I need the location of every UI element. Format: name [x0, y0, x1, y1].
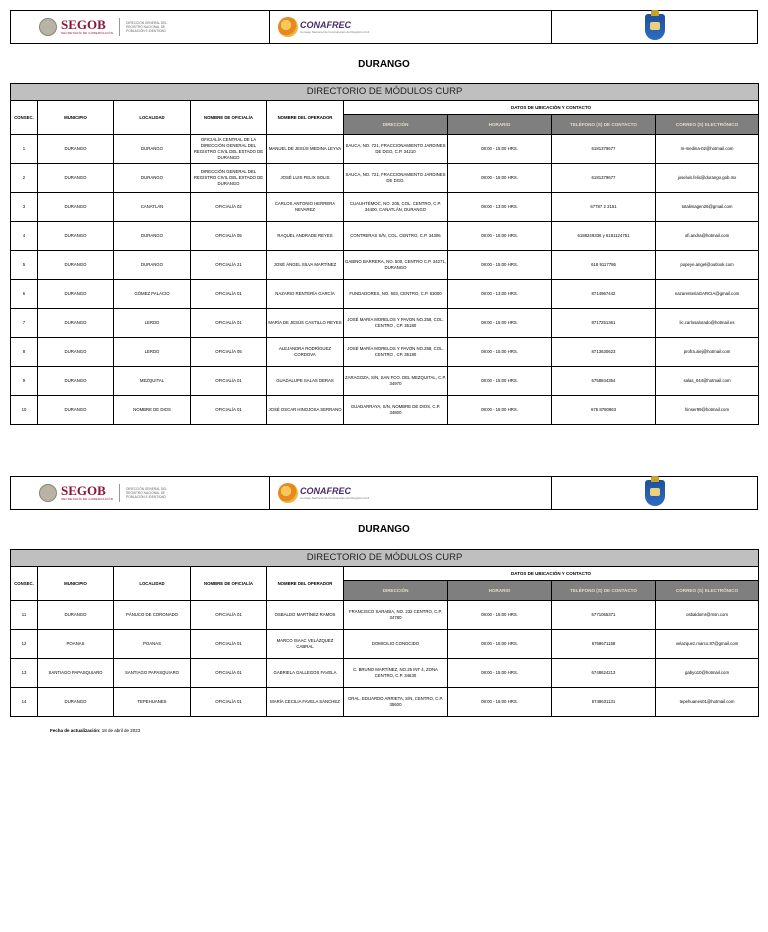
cell-horario: 08:00 - 15:00 HRS.	[448, 135, 552, 164]
durango-crest-icon	[645, 14, 665, 40]
cell-telefono: 618 9117786	[552, 251, 656, 280]
cell-oficialia: OFICIALÍA 01	[191, 688, 267, 717]
cell-consec: 2	[11, 164, 38, 193]
cell-municipio: DURANGO	[38, 280, 114, 309]
cell-horario: 08:00 - 15:00 HRS.	[448, 688, 552, 717]
table-row	[11, 135, 759, 164]
cell-telefono: 8717251361	[552, 309, 656, 338]
table-row	[11, 367, 759, 396]
cell-direccion: GRAL. EDUARDO ARRIETA, S/N, CENTRO, C.P. 35600	[344, 688, 448, 717]
segob-dependency: DIRECCIÓN GENERAL DEL REGISTRO NACIONAL DE POBLACIÓN E IDENTIDAD	[126, 21, 167, 33]
conafrec-tagline: Consejo Nacional de Funcionarios del Registro Civil	[300, 496, 370, 500]
conafrec-word: CONAFREC	[300, 486, 351, 496]
cell-oficialia: OFICIALÍA 01	[191, 309, 267, 338]
cell-correo: osbaldomr@msn.com	[656, 601, 759, 630]
conafrec-logo	[278, 17, 369, 37]
cell-municipio: DURANGO	[38, 135, 114, 164]
conafrec-word: CONAFREC	[300, 20, 351, 30]
cell-municipio: SANTIAGO PAPASQUIARO	[38, 659, 114, 688]
col-consec: CONSEC.	[11, 567, 38, 601]
cell-oficialia: OFICIALÍA 05	[191, 222, 267, 251]
col-horario: HORARIO	[448, 115, 552, 135]
col-oficialia: NOMBRE DE OFICIALÍA	[191, 101, 267, 135]
cell-direccion: FRANCISCO SARABIA, NO. 232 CENTRO, C.P. 34780	[344, 601, 448, 630]
segob-logo	[39, 484, 168, 502]
cell-direccion: ZARAGOZA, S/N, SAN FCO. DEL MEZQUITAL, C.P. 34970	[344, 367, 448, 396]
cell-localidad: POANAS	[114, 630, 191, 659]
cell-horario: 08:00 - 15:00 HRS.	[448, 367, 552, 396]
table-row	[11, 338, 759, 367]
cell-oficialia: OFICIALÍA 21	[191, 251, 267, 280]
cell-localidad: DURANGO	[114, 164, 191, 193]
cell-direccion: DOMICILIO CONOCIDO	[344, 630, 448, 659]
cell-municipio: DURANGO	[38, 309, 114, 338]
cell-oficialia: OFICIALÍA 01	[191, 396, 267, 425]
cell-oficialia: OFICIALÍA 01	[191, 367, 267, 396]
segob-logo	[39, 18, 168, 36]
cell-consec: 10	[11, 396, 38, 425]
cell-correo: m-medina-02@hotmail.com	[656, 135, 759, 164]
cell-telefono: 6181379677	[552, 135, 656, 164]
cell-operador: ALEJANDRA RODRÍGUEZ CORDOVA	[267, 338, 344, 367]
cell-operador: MANUEL DE JESÚS MEDINA LEYVA	[267, 135, 344, 164]
cell-direccion: CUAUHTÉMOC, NO. 205, COL. CENTRO, C.P. 34400, CANATLÁN, DURANGO	[344, 193, 448, 222]
col-consec: CONSEC.	[11, 101, 38, 135]
col-municipio: MUNICIPIO	[38, 567, 114, 601]
cell-direccion: SAUCA, NO. 721, FRACCIONAMIENTO JARDINES DE DGO, C.P. 34210	[344, 135, 448, 164]
cell-horario: 08:00 - 15:00 HRS.	[448, 222, 552, 251]
cell-operador: CARLOS ANTONIO HERRERA NEVAREZ	[267, 193, 344, 222]
cell-telefono: 675 8780963	[552, 396, 656, 425]
col-oficialia: NOMBRE DE OFICIALÍA	[191, 567, 267, 601]
conafrec-swirl-icon	[278, 483, 298, 503]
segob-logo-cell	[11, 11, 270, 43]
table-row	[11, 222, 759, 251]
state-title-1: DURANGO	[358, 59, 410, 70]
conafrec-logo-cell	[270, 11, 552, 43]
cell-horario: 08:00 - 15:00 HRS.	[448, 309, 552, 338]
cell-operador: GABRIELA GALLEGOS FAVELA	[267, 659, 344, 688]
cell-direccion: GUADARRAYA, S/N, NOMBRE DE DIOS, C.P. 34800	[344, 396, 448, 425]
cell-correo: lic.carlosalorado@hotmail.es	[656, 309, 759, 338]
cell-consec: 8	[11, 338, 38, 367]
col-municipio: MUNICIPIO	[38, 101, 114, 135]
cell-consec: 6	[11, 280, 38, 309]
cell-correo: nazarenteriaGARCIA@gmail.com	[656, 280, 759, 309]
col-direccion: DIRECCIÓN	[344, 581, 448, 601]
table-body-1	[11, 135, 759, 425]
cell-localidad: MEZQUITAL	[114, 367, 191, 396]
table-row	[11, 309, 759, 338]
segob-sub: SECRETARÍA DE GOBERNACIÓN	[61, 31, 114, 35]
segob-word: SEGOB	[61, 483, 106, 498]
cell-direccion: JOSÉ MARÍA MORELOS Y PAVON NO.258, COL. CENTRO , CP. 35180	[344, 338, 448, 367]
cell-horario: 08:00 - 15:00 HRS.	[448, 164, 552, 193]
durango-crest-cell	[552, 477, 757, 509]
cell-horario: 08:00 - 13:00 HRS.	[448, 193, 552, 222]
col-localidad: LOCALIDAD	[114, 101, 191, 135]
table-row	[11, 251, 759, 280]
table-row	[11, 164, 759, 193]
cell-telefono: 6758844354	[552, 367, 656, 396]
cell-localidad: DURANGO	[114, 251, 191, 280]
cell-localidad: DURANGO	[114, 222, 191, 251]
cell-correo: salas_044@hotmail.com	[656, 367, 759, 396]
cell-localidad: DURANGO	[114, 135, 191, 164]
durango-crest-cell	[552, 11, 757, 43]
cell-localidad: PÁNUCO DE CORONADO	[114, 601, 191, 630]
cell-direccion: CONTRERAS S/N, COL. CENTRO, C.P. 34306	[344, 222, 448, 251]
cell-horario: 08:00 - 13:00 HRS.	[448, 280, 552, 309]
update-label: Fecha de actualización:	[50, 728, 101, 733]
cell-municipio: DURANGO	[38, 688, 114, 717]
cell-direccion: JOSÉ MARÍA MORELOS Y PAVON NO.258, COL. CENTRO , CP. 35180	[344, 309, 448, 338]
cell-direccion: FUNDADORES, NO. 503, CENTRO, C.P. 53000	[344, 280, 448, 309]
cell-direccion: C. BRUNO MARTÍNEZ, NO.25 INT 4, ZONA CENTRO, C.P. 34630	[344, 659, 448, 688]
cell-municipio: DURANGO	[38, 367, 114, 396]
cell-municipio: DURANGO	[38, 164, 114, 193]
cell-operador: MARÍA CECILIA FAVELA SÁNCHEZ	[267, 688, 344, 717]
cell-correo: profra.alej@hotmail.com	[656, 338, 759, 367]
cell-correo: joseluis.felix@durango.gob.mx	[656, 164, 759, 193]
cell-localidad: LERDO	[114, 338, 191, 367]
cell-telefono: 6181379677	[552, 164, 656, 193]
col-correo: CORREO (S) ELECTRÓNICO	[656, 581, 759, 601]
table-row	[11, 280, 759, 309]
cell-oficialia: OFICIALÍA 01	[191, 280, 267, 309]
cell-telefono: 67787 2 2151	[552, 193, 656, 222]
cell-municipio: DURANGO	[38, 601, 114, 630]
table-row	[11, 396, 759, 425]
cell-direccion: GABINO BARRERA, NO. 500, CENTRO C.P. 34271, DURANGO	[344, 251, 448, 280]
cell-municipio: DURANGO	[38, 396, 114, 425]
cell-operador: RAQUEL ANDRADE REYES	[267, 222, 344, 251]
cell-localidad: TEPEHUANES	[114, 688, 191, 717]
conafrec-tagline: Consejo Nacional de Funcionarios del Registro Civil	[300, 30, 370, 34]
cell-telefono: 6771065371	[552, 601, 656, 630]
cell-telefono: 8714967442	[552, 280, 656, 309]
cell-consec: 5	[11, 251, 38, 280]
cell-consec: 7	[11, 309, 38, 338]
col-operador: NOMBRE DEL OPERADOR	[267, 101, 344, 135]
table-row	[11, 193, 759, 222]
cell-municipio: DURANGO	[38, 251, 114, 280]
durango-crest-icon	[645, 480, 665, 506]
cell-localidad: CANATLÁN	[114, 193, 191, 222]
cell-horario: 08:00 - 15:00 HRS.	[448, 396, 552, 425]
directory-table-1	[10, 83, 759, 425]
cell-operador: JOSÉ ÁNGEL SILVA MARTÍNEZ	[267, 251, 344, 280]
col-telefono: TELÉFONO (S) DE CONTACTO	[552, 115, 656, 135]
logo-divider	[119, 484, 120, 502]
table-body-2	[11, 601, 759, 717]
cell-correo: hinser99@hotmail.com	[656, 396, 759, 425]
cell-municipio: DURANGO	[38, 222, 114, 251]
col-horario: HORARIO	[448, 581, 552, 601]
col-telefono: TELÉFONO (S) DE CONTACTO	[552, 581, 656, 601]
table-title: DIRECTORIO DE MÓDULOS CURP	[11, 84, 759, 101]
cell-operador: NAZARIO RENTERÍA GARCÍA	[267, 280, 344, 309]
cell-consec: 12	[11, 630, 38, 659]
cell-consec: 13	[11, 659, 38, 688]
cell-horario: 08:00 - 15:00 HRS.	[448, 630, 552, 659]
cell-horario: 08:00 - 15:00 HRS.	[448, 338, 552, 367]
cell-oficialia: DIRECCIÓN GENERAL DEL REGISTRO CIVIL DEL ESTADO DE DURANGO	[191, 164, 267, 193]
state-title-2: DURANGO	[358, 524, 410, 535]
table-row	[11, 630, 759, 659]
table-row	[11, 688, 759, 717]
col-direccion: DIRECCIÓN	[344, 115, 448, 135]
cell-localidad: SANTIAGO PAPASQUIARO	[114, 659, 191, 688]
cell-consec: 1	[11, 135, 38, 164]
logo-bar-1	[10, 10, 758, 44]
col-correo: CORREO (S) ELECTRÓNICO	[656, 115, 759, 135]
cell-correo: tepehuanes01@hotmail.com	[656, 688, 759, 717]
group-header: DATOS DE UBICACIÓN Y CONTACTO	[344, 101, 759, 115]
cell-consec: 14	[11, 688, 38, 717]
cell-municipio: DURANGO	[38, 338, 114, 367]
cell-direccion: SAUCA, NO. 721, FRACCIONAMIENTO JARDINES DE DGO.	[344, 164, 448, 193]
conafrec-logo-cell	[270, 477, 552, 509]
col-localidad: LOCALIDAD	[114, 567, 191, 601]
table-row	[11, 601, 759, 630]
cell-localidad: GÓMEZ PALACIO	[114, 280, 191, 309]
cell-operador: JOSÉ LUIS FELIX SOLIS	[267, 164, 344, 193]
cell-oficialia: OFICIALÍA 02	[191, 193, 267, 222]
cell-oficialia: OFICIALÍA 05	[191, 338, 267, 367]
conafrec-swirl-icon	[278, 17, 298, 37]
cell-oficialia: OFICIALÍA 01	[191, 630, 267, 659]
cell-consec: 11	[11, 601, 38, 630]
logo-bar-2	[10, 476, 758, 510]
segob-word: SEGOB	[61, 17, 106, 32]
logo-divider	[119, 18, 120, 36]
cell-localidad: LERDO	[114, 309, 191, 338]
cell-telefono: 6758671158	[552, 630, 656, 659]
cell-oficialia: OFICIALÍA 01	[191, 601, 267, 630]
cell-consec: 3	[11, 193, 38, 222]
update-date	[50, 728, 140, 733]
cell-oficialia: OFICIALÍA CENTRAL DE LA DIRECCIÓN GENERAL DEL REGISTRO CIVIL DEL ESTADO DE DURANGO	[191, 135, 267, 164]
cell-operador: JOSÉ OSCAR HINOJOSA SERRANO	[267, 396, 344, 425]
cell-horario: 08:00 - 15:00 HRS.	[448, 659, 552, 688]
cell-horario: 08:00 - 15:00 HRS.	[448, 601, 552, 630]
cell-consec: 4	[11, 222, 38, 251]
segob-seal-icon	[39, 18, 57, 36]
cell-municipio: DURANGO	[38, 193, 114, 222]
cell-telefono: 8713630623	[552, 338, 656, 367]
cell-correo: velazquez.marco.87@gmail.com	[656, 630, 759, 659]
cell-correo: gabyo10@hotmail.com	[656, 659, 759, 688]
group-header: DATOS DE UBICACIÓN Y CONTACTO	[344, 567, 759, 581]
cell-correo: popeye.angel@outlook.com	[656, 251, 759, 280]
cell-correo: totalimagen26@gmail.com	[656, 193, 759, 222]
cell-horario: 08:00 - 15:00 HRS.	[448, 251, 552, 280]
cell-operador: OSBALDO MARTÍNEZ RAMOS	[267, 601, 344, 630]
directory-table-2	[10, 549, 759, 717]
cell-localidad: NOMBRE DE DIOS	[114, 396, 191, 425]
cell-consec: 9	[11, 367, 38, 396]
cell-telefono: 6188249336 y 6181124751	[552, 222, 656, 251]
cell-telefono: 6748631131	[552, 688, 656, 717]
update-value: 18 de abril de 2023	[101, 728, 141, 733]
cell-correo: ofi.andra@hotmail.com	[656, 222, 759, 251]
segob-logo-cell	[11, 477, 270, 509]
segob-sub: SECRETARÍA DE GOBERNACIÓN	[61, 497, 114, 501]
cell-operador: GUADALUPE SALAS DERAS	[267, 367, 344, 396]
table-row	[11, 659, 759, 688]
col-operador: NOMBRE DEL OPERADOR	[267, 567, 344, 601]
cell-operador: MARÍA DE JESÚS CASTILLO REYES	[267, 309, 344, 338]
conafrec-logo	[278, 483, 369, 503]
segob-dependency: DIRECCIÓN GENERAL DEL REGISTRO NACIONAL DE POBLACIÓN E IDENTIDAD	[126, 487, 167, 499]
cell-operador: MARCO ISAAC VELÁZQUEZ CABRAL	[267, 630, 344, 659]
cell-telefono: 6748624213	[552, 659, 656, 688]
segob-seal-icon	[39, 484, 57, 502]
table-title: DIRECTORIO DE MÓDULOS CURP	[11, 550, 759, 567]
cell-oficialia: OFICIALÍA 01	[191, 659, 267, 688]
cell-municipio: POANAS	[38, 630, 114, 659]
